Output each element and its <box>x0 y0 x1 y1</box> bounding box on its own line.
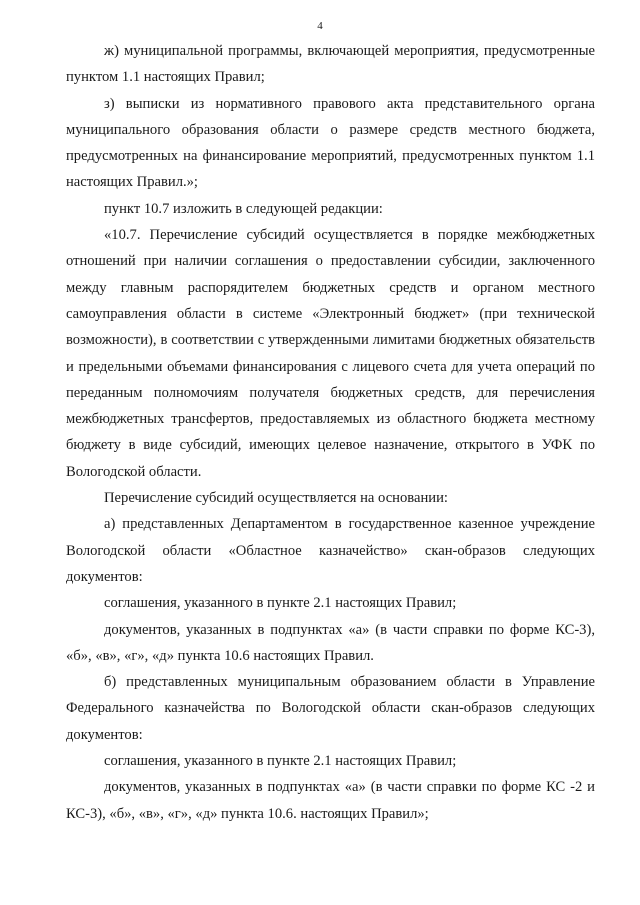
page-number: 4 <box>317 20 323 32</box>
paragraph-z: з) выписки из нормативного правового акта представительного органа муниципального образования области о размере средств местного бюджета, предусмотренных на финансирование мероприятий, предусмотренных пунктом 1.1 настоящих Правил.»; <box>66 95 595 191</box>
paragraph-a-agreement: соглашения, указанного в пункте 2.1 настоящих Правил; <box>104 595 457 612</box>
paragraph-a-documents: документов, указанных в подпунктах «а» (в части справки по форме КС-3), «б», «в», «г», «д» пункта 10.6 настоящих Правил. <box>66 621 595 664</box>
paragraph-basis: Перечисление субсидий осуществляется на основании: <box>104 490 448 507</box>
paragraph-item-10-7-intro: пункт 10.7 изложить в следующей редакции: <box>104 200 383 217</box>
paragraph-b-agreement: соглашения, указанного в пункте 2.1 настоящих Правил; <box>104 753 457 770</box>
paragraph-b-documents: документов, указанных в подпунктах «а» (в части справки по форме КС -2 и КС-3), «б», «в», «г», «д» пункта 10.6. настоящих Правил»; <box>66 779 595 822</box>
paragraph-b: б) представленных муниципальным образованием области в Управление Федерального казначейства по Вологодской области скан-образов следующих документов: <box>66 674 595 743</box>
document-body <box>66 38 595 827</box>
paragraph-zh: ж) муниципальной программы, включающей мероприятия, предусмотренные пунктом 1.1 настоящих Правил; <box>66 43 595 86</box>
paragraph-10-7: «10.7. Перечисление субсидий осуществляется в порядке межбюджетных отношений при наличии соглашения о предоставлении субсидии, заключенного между главным распорядителем бюджетных средств и органом местного самоуправления области в системе «Электронный бюджет» (при технической возможности), в соответствии с утвержденными лимитами бюджетных обязательств и предельными объемами финансирования с лицевого счета для учета операций по переданным полномочиям получателя бюджетных средств, для перечисления межбюджетных трансфертов, предоставляемых из областного бюджета местному бюджету в виде субсидий, имеющих целевое назначение, открытого в УФК по Вологодской области. <box>66 227 595 480</box>
paragraph-a: а) представленных Департаментом в государственное казенное учреждение Вологодской области «Областное казначейство» скан-образов следующих документов: <box>66 516 595 585</box>
